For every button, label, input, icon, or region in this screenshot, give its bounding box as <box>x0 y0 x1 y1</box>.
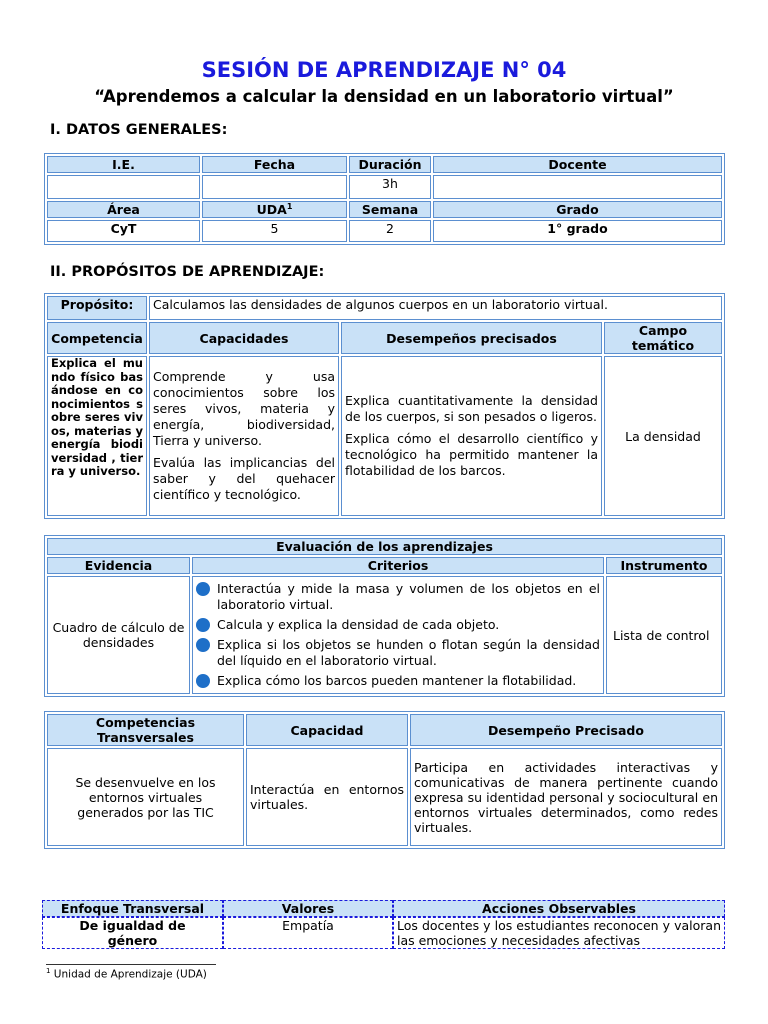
capacidad-transversal-value: Interactúa en entornos virtuales. <box>246 748 408 846</box>
enfoque-table <box>42 900 725 949</box>
header-desempenos: Desempeños precisados <box>341 322 602 354</box>
competencia-transversal-value: Se desenvuelve en los entornos virtuales generados por las TIC <box>47 748 244 846</box>
header-semana: Semana <box>349 201 431 218</box>
datos-generales-table <box>44 153 725 245</box>
header-fecha: Fecha <box>202 156 347 173</box>
header-ie: I.E. <box>47 156 200 173</box>
criterio-text: Explica si los objetos se hunden o flotan según la densidad del líquido en el laboratorio virtual. <box>217 636 600 668</box>
propositos-table <box>44 293 725 519</box>
capacidad-item: Comprende y usa conocimientos sobre los seres vivos, materia y energía, biodiversidad, Tierra y universo. <box>153 369 335 448</box>
instrumento-value: Lista de control <box>606 576 722 694</box>
value-area: CyT <box>47 220 200 242</box>
section-datos-generales-heading: I. DATOS GENERALES: <box>50 122 228 138</box>
criterio-text: Calcula y explica la densidad de cada objeto. <box>217 616 500 632</box>
proposito-label: Propósito: <box>47 296 147 320</box>
criterio-item <box>196 673 600 689</box>
criterio-item <box>196 581 600 613</box>
footnote <box>46 967 207 981</box>
session-subtitle: “Aprendemos a calcular la densidad en un laboratorio virtual” <box>94 87 674 106</box>
footnote-mark: 1 <box>46 967 51 975</box>
header-instrumento: Instrumento <box>606 557 722 574</box>
header-competencia: Competencia <box>47 322 147 354</box>
header-area: Área <box>47 201 200 218</box>
evaluacion-title: Evaluación de los aprendizajes <box>47 538 722 555</box>
session-title: SESIÓN DE APRENDIZAJE N° 04 <box>201 58 567 82</box>
header-desempeno-precisado: Desempeño Precisado <box>410 714 722 746</box>
footnote-text: Unidad de Aprendizaje (UDA) <box>50 968 207 981</box>
criterio-text: Explica cómo los barcos pueden mantener la flotabilidad. <box>217 672 577 688</box>
criterio-text: Interactúa y mide la masa y volumen de los objetos en el laboratorio virtual. <box>217 580 600 612</box>
valor-value: Empatía <box>223 917 393 949</box>
header-enfoque: Enfoque Transversal <box>42 900 223 917</box>
desempeno-item: Explica cuantitativamente la densidad de los cuerpos, si son pesados o ligeros. <box>345 393 598 424</box>
transversales-table <box>44 711 725 849</box>
header-uda <box>202 201 347 218</box>
criterio-item <box>196 617 600 633</box>
header-valores: Valores <box>223 900 393 917</box>
value-fecha <box>202 175 347 199</box>
enfoque-value: De igualdad de género <box>42 917 223 949</box>
footnote-divider <box>46 964 216 965</box>
value-duracion: 3h <box>349 175 431 199</box>
bullet-icon <box>196 618 210 632</box>
desempeno-transversal-value: Participa en actividades interactivas y comunicativas de manera pertinente cuando expresa su identidad personal y sociocultural en entornos virtuales determinados, como redes virtuales. <box>410 748 722 846</box>
evaluacion-table <box>44 535 725 697</box>
header-uda-label: UDA <box>256 202 287 218</box>
bullet-icon <box>196 638 210 652</box>
desempenos-cell <box>341 356 602 516</box>
value-ie <box>47 175 200 199</box>
evidencia-value: Cuadro de cálculo de densidades <box>47 576 190 694</box>
desempeno-item: Explica cómo el desarrollo científico y tecnológico ha permitido mantener la flotabilidad de los barcos. <box>345 431 598 478</box>
value-uda: 5 <box>202 220 347 242</box>
header-duracion: Duración <box>349 156 431 173</box>
campo-tematico-value: La densidad <box>604 356 722 516</box>
value-semana: 2 <box>349 220 431 242</box>
header-evidencia: Evidencia <box>47 557 190 574</box>
competencia-text: Explica el mundo físico basándose en conocimientos sobre seres vivos, materias y energía biodiversidad , tierra y universo. <box>47 356 147 516</box>
bullet-icon <box>196 582 210 596</box>
value-docente <box>433 175 722 199</box>
header-acciones: Acciones Observables <box>393 900 725 917</box>
header-grado: Grado <box>433 201 722 218</box>
criterios-cell <box>192 576 604 694</box>
header-capacidades: Capacidades <box>149 322 339 354</box>
section-propositos-heading: II. PROPÓSITOS DE APRENDIZAJE: <box>50 264 325 280</box>
capacidades-cell <box>149 356 339 516</box>
acciones-value: Los docentes y los estudiantes reconocen y valoran las emociones y necesidades afectivas <box>393 917 725 949</box>
header-docente: Docente <box>433 156 722 173</box>
capacidad-item: Evalúa las implicancias del saber y del quehacer científico y tecnológico. <box>153 455 335 502</box>
header-campo: Campo temático <box>604 322 722 354</box>
header-criterios: Criterios <box>192 557 604 574</box>
header-competencias-transversales: Competencias Transversales <box>47 714 244 746</box>
value-grado: 1° grado <box>433 220 722 242</box>
proposito-text: Calculamos las densidades de algunos cuerpos en un laboratorio virtual. <box>149 296 722 320</box>
bullet-icon <box>196 674 210 688</box>
header-capacidad: Capacidad <box>246 714 408 746</box>
uda-footnote-mark: 1 <box>286 202 293 211</box>
criterio-item <box>196 637 600 669</box>
